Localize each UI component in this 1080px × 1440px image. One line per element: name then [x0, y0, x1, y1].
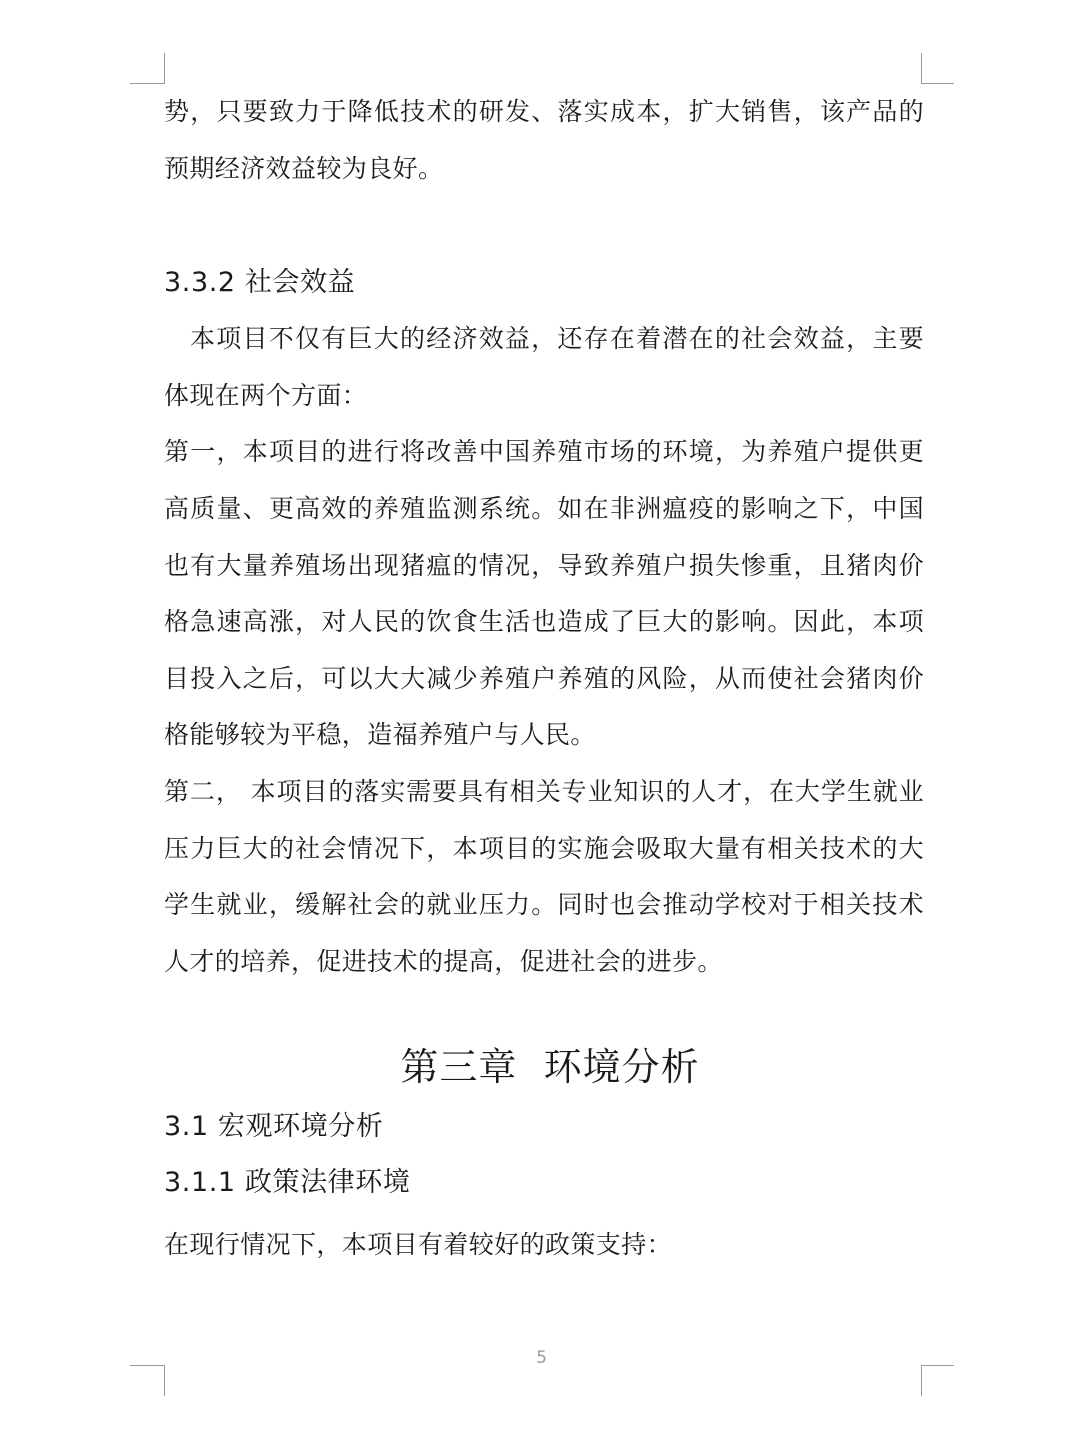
social-benefit-point-1: 第一，本项目的进行将改善中国养殖市场的环境，为养殖户提供更高质量、更高效的养殖监测系统。如在非洲瘟疫的影响之下，中国也有大量养殖场出现猪瘟的情况，导致养殖户损失惨重，且猪肉价格急速高涨，对人民的饮食生活也造成了巨大的影响。因此，本项目投入之后，可以大大减少养殖户养殖的风险，从而使社会猪肉价格能够较为平稳，造福养殖户与人民。 — [164, 437, 924, 750]
page-number: 5 — [536, 1348, 547, 1368]
crop-mark-bottom-right — [921, 1365, 954, 1396]
crop-mark-top-left — [130, 53, 165, 84]
section-heading-3-1-1: 3.1.1 政策法律环境 — [164, 1167, 411, 1199]
crop-mark-bottom-left — [130, 1365, 165, 1396]
continued-paragraph: 势，只要致力于降低技术的研发、落实成本，扩大销售，该产品的预期经济效益较为良好。 — [164, 97, 924, 183]
policy-environment-text: 在现行情况下，本项目有着较好的政策支持： — [164, 1230, 673, 1260]
social-benefit-intro: 本项目不仅有巨大的经济效益，还存在着潜在的社会效益，主要体现在两个方面： — [164, 324, 924, 410]
chapter-title: 第三章 环境分析 — [400, 1045, 700, 1090]
section-heading-3-1: 3.1 宏观环境分析 — [164, 1111, 384, 1143]
social-benefit-point-2: 第二， 本项目的落实需要具有相关专业知识的人才，在大学生就业压力巨大的社会情况下，本项目的实施会吸取大量有相关技术的大学生就业，缓解社会的就业压力。同时也会推动学校对于相关技术人才的培养，促进技术的提高，促进社会的进步。 — [164, 776, 924, 976]
section-heading-3-3-2: 3.3.2 社会效益 — [164, 267, 356, 299]
page-content — [164, 84, 924, 1274]
crop-mark-top-right — [921, 53, 954, 84]
